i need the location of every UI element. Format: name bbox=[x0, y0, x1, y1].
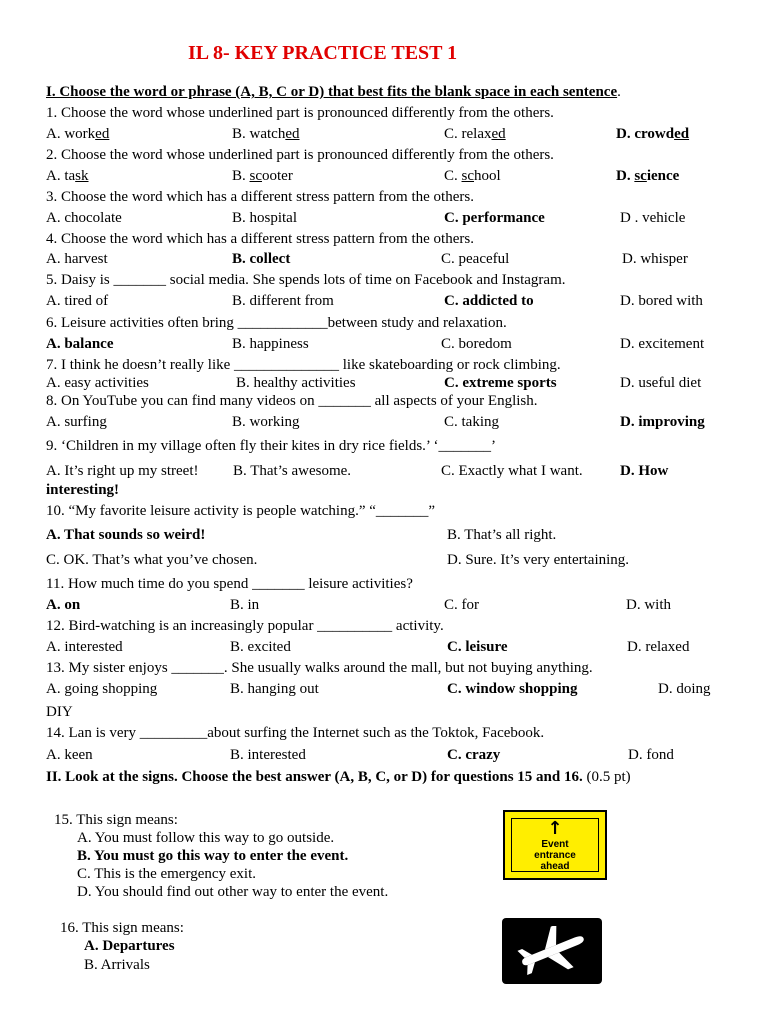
q5-option-c-answer: C. addicted to bbox=[444, 293, 534, 309]
question-16: 16. This sign means: bbox=[60, 920, 184, 936]
q1-option-a bbox=[46, 125, 109, 143]
q15-option-c: C. This is the emergency exit. bbox=[77, 866, 256, 882]
q1-c-underlined: ed bbox=[491, 126, 506, 142]
q2-c-underlined: sc bbox=[461, 168, 475, 184]
airport-sign bbox=[502, 918, 602, 984]
sign-inner-border bbox=[511, 818, 599, 872]
q13-option-b: B. hanging out bbox=[230, 681, 319, 697]
question-14: 14. Lan is very _________about surfing the Internet such as the Toktok, Facebook. bbox=[46, 725, 545, 741]
q1-b-text: B. watch bbox=[232, 126, 286, 142]
section-2-heading bbox=[46, 768, 631, 786]
q9-option-d-answer: D. How bbox=[620, 463, 669, 479]
q6-option-a-answer: A. balance bbox=[46, 336, 114, 352]
q7-option-b: B. healthy activities bbox=[236, 375, 356, 391]
q11-option-a-answer: A. on bbox=[46, 597, 81, 613]
q2-c-rest: hool bbox=[474, 168, 501, 184]
q6-option-d: D. excitement bbox=[620, 336, 705, 352]
q5-option-b: B. different from bbox=[232, 293, 334, 309]
q2-a-underlined: sk bbox=[75, 168, 89, 184]
q5-option-a: A. tired of bbox=[46, 293, 109, 309]
q3-option-a: A. chocolate bbox=[46, 210, 122, 226]
q13-option-a: A. going shopping bbox=[46, 681, 158, 697]
q4-option-d: D. whisper bbox=[622, 251, 688, 267]
q15-option-b-answer: B. You must go this way to enter the event. bbox=[77, 848, 349, 864]
q1-a-underlined: ed bbox=[95, 126, 110, 142]
sign-text bbox=[512, 839, 598, 872]
event-entrance-sign bbox=[503, 810, 607, 880]
q12-option-a: A. interested bbox=[46, 639, 123, 655]
q2-b-underlined: sc bbox=[249, 168, 263, 184]
sign-line-1: Event bbox=[541, 839, 569, 850]
q3-option-b: B. hospital bbox=[232, 210, 298, 226]
question-2: 2. Choose the word whose underlined part is pronounced differently from the others. bbox=[46, 147, 554, 163]
q12-option-c-answer: C. leisure bbox=[447, 639, 508, 655]
q1-b-underlined: ed bbox=[285, 126, 300, 142]
up-arrow-icon: ↑ bbox=[547, 818, 563, 839]
q3-option-d: D . vehicle bbox=[620, 210, 686, 226]
q15-option-a: A. You must follow this way to go outside. bbox=[77, 830, 335, 846]
q1-d-text: D. crowd bbox=[616, 126, 675, 142]
q2-option-b bbox=[232, 167, 293, 185]
q9-option-d-answer-cont: interesting! bbox=[46, 482, 120, 498]
q11-option-b: B. in bbox=[230, 597, 260, 613]
q8-option-b: B. working bbox=[232, 414, 300, 430]
q2-d-rest: ience bbox=[646, 168, 680, 184]
q9-option-c: C. Exactly what I want. bbox=[441, 463, 583, 479]
section-1-heading bbox=[46, 83, 621, 101]
q2-option-a bbox=[46, 167, 89, 185]
q8-option-c: C. taking bbox=[444, 414, 499, 430]
section-2-heading-text: II. Look at the signs. Choose the best answer (A, B, C, or D) for questions 15 and 16. bbox=[46, 769, 583, 785]
q6-option-c: C. boredom bbox=[441, 336, 512, 352]
question-8: 8. On YouTube you can find many videos on _______ all aspects of your English. bbox=[46, 393, 538, 409]
question-4: 4. Choose the word which has a different stress pattern from the others. bbox=[46, 231, 474, 247]
q10-option-a-answer: A. That sounds so weird! bbox=[46, 527, 206, 543]
section-2-points: (0.5 pt) bbox=[582, 769, 631, 785]
q10-option-b: B. That’s all right. bbox=[447, 527, 557, 543]
q12-option-d: D. relaxed bbox=[627, 639, 690, 655]
q16-option-a-answer: A. Departures bbox=[84, 938, 175, 954]
q6-option-b: B. happiness bbox=[232, 336, 309, 352]
q2-option-d-answer bbox=[616, 167, 679, 185]
q1-option-b bbox=[232, 125, 300, 143]
q4-option-b-answer: B. collect bbox=[232, 251, 291, 267]
q4-option-c: C. peaceful bbox=[441, 251, 510, 267]
q4-option-a: A. harvest bbox=[46, 251, 108, 267]
q11-option-c: C. for bbox=[444, 597, 479, 613]
q3-option-c-answer: C. performance bbox=[444, 210, 545, 226]
section-1-heading-text: I. Choose the word or phrase (A, B, C or D) that best fits the blank space in each sentence bbox=[46, 84, 618, 100]
q8-option-d-answer: D. improving bbox=[620, 414, 705, 430]
q5-option-d: D. bored with bbox=[620, 293, 703, 309]
q15-option-d: D. You should find out other way to enter the event. bbox=[77, 884, 389, 900]
question-10: 10. “My favorite leisure activity is people watching.” “_______” bbox=[46, 503, 436, 519]
sign-line-3: ahead bbox=[540, 861, 570, 872]
q2-c-text: C. bbox=[444, 168, 462, 184]
q1-option-d-answer bbox=[616, 125, 689, 143]
question-1: 1. Choose the word whose underlined part is pronounced differently from the others. bbox=[46, 105, 554, 121]
question-6: 6. Leisure activities often bring ____________between study and relaxation. bbox=[46, 315, 507, 331]
q7-option-a: A. easy activities bbox=[46, 375, 149, 391]
question-3: 3. Choose the word which has a different stress pattern from the others. bbox=[46, 189, 474, 205]
question-7: 7. I think he doesn’t really like ______________ like skateboarding or rock climbing. bbox=[46, 357, 561, 373]
question-11: 11. How much time do you spend _______ leisure activities? bbox=[46, 576, 413, 592]
q2-d-text: D. bbox=[616, 168, 635, 184]
question-13: 13. My sister enjoys _______. She usually walks around the mall, but not buying anything. bbox=[46, 660, 593, 676]
q2-b-rest: ooter bbox=[262, 168, 293, 184]
q7-option-c-answer: C. extreme sports bbox=[444, 375, 557, 391]
q9-option-a: A. It’s right up my street! bbox=[46, 463, 199, 479]
q11-option-d: D. with bbox=[626, 597, 671, 613]
q2-option-c bbox=[444, 167, 501, 185]
q14-option-b: B. interested bbox=[230, 747, 306, 763]
q7-option-d: D. useful diet bbox=[620, 375, 702, 391]
q13-option-d-cont: DIY bbox=[46, 704, 73, 720]
q16-option-b: B. Arrivals bbox=[84, 957, 150, 973]
section-1-heading-end: . bbox=[617, 84, 621, 100]
q9-option-b: B. That’s awesome. bbox=[233, 463, 352, 479]
sign-line-2: entrance bbox=[534, 850, 576, 861]
q13-option-c-answer: C. window shopping bbox=[447, 681, 578, 697]
question-12: 12. Bird-watching is an increasingly popular __________ activity. bbox=[46, 618, 444, 634]
q10-option-c: C. OK. That’s what you’ve chosen. bbox=[46, 552, 258, 568]
question-5: 5. Daisy is _______ social media. She spends lots of time on Facebook and Instagram. bbox=[46, 272, 566, 288]
q1-a-text: A. work bbox=[46, 126, 96, 142]
q10-option-d: D. Sure. It’s very entertaining. bbox=[447, 552, 630, 568]
q14-option-c-answer: C. crazy bbox=[447, 747, 501, 763]
q2-a-text: A. ta bbox=[46, 168, 76, 184]
q12-option-b: B. excited bbox=[230, 639, 291, 655]
q1-c-text: C. relax bbox=[444, 126, 492, 142]
q2-b-text: B. bbox=[232, 168, 250, 184]
airplane-departure-icon bbox=[516, 926, 588, 976]
q13-option-d: D. doing bbox=[658, 681, 711, 697]
question-9: 9. ‘Children in my village often fly their kites in dry rice fields.’ ‘_______’ bbox=[46, 438, 497, 454]
q1-d-underlined: ed bbox=[674, 126, 690, 142]
q8-option-a: A. surfing bbox=[46, 414, 107, 430]
page-title: IL 8- KEY PRACTICE TEST 1 bbox=[188, 42, 458, 64]
q14-option-d: D. fond bbox=[628, 747, 674, 763]
question-15: 15. This sign means: bbox=[54, 812, 178, 828]
q2-d-underlined: sc bbox=[634, 168, 647, 184]
q14-option-a: A. keen bbox=[46, 747, 93, 763]
q1-option-c bbox=[444, 125, 506, 143]
